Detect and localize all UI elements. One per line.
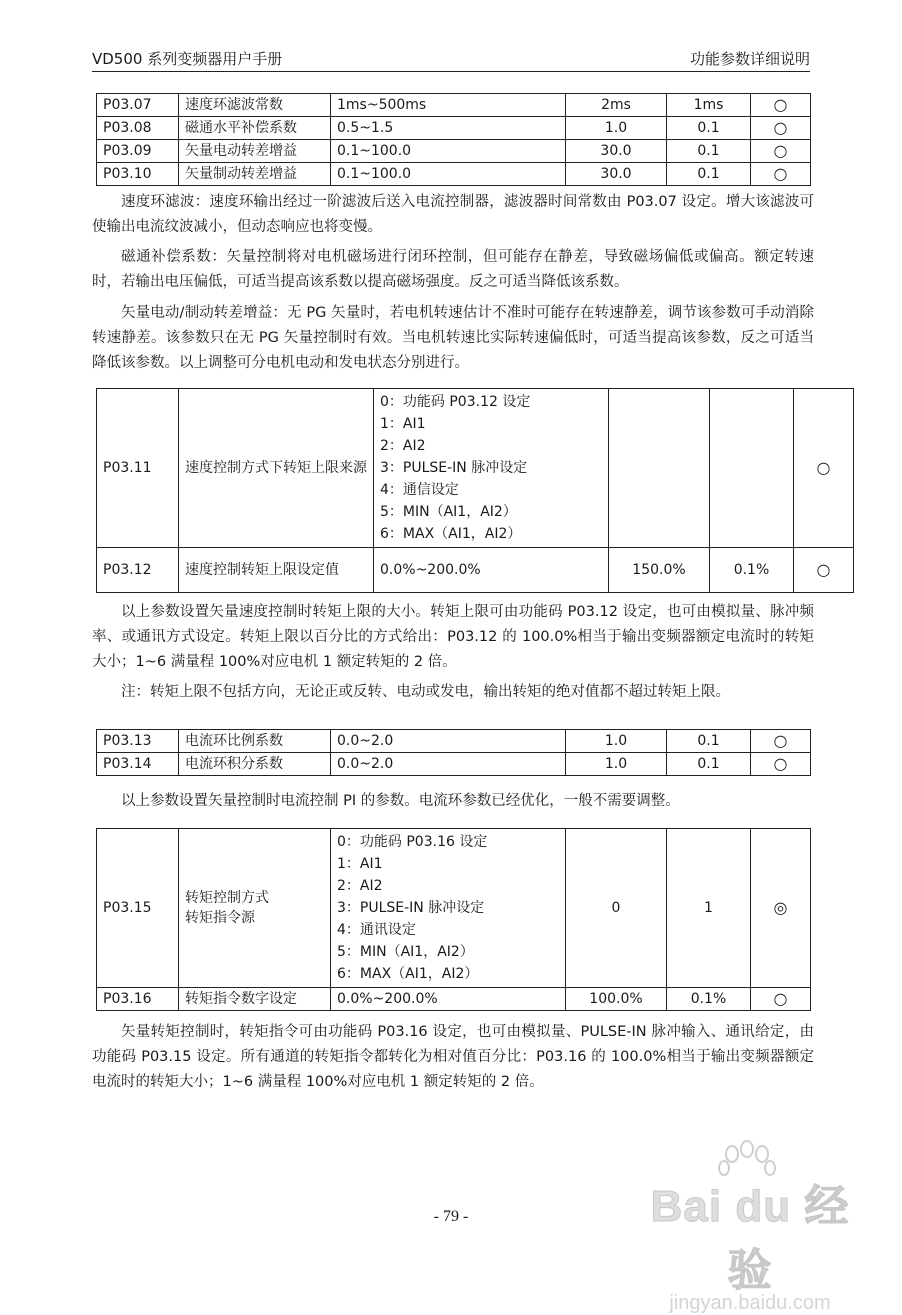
option-item: 4：通讯设定 xyxy=(337,922,416,938)
param-name: 矢量制动转差增益 xyxy=(179,163,331,186)
paragraph-torque-limit-note: 注：转矩上限不包括方向，无论正或反转、电动或发电，输出转矩的绝对值都不超过转矩上限。 xyxy=(121,684,730,700)
param-code: P03.08 xyxy=(97,117,179,140)
param-options xyxy=(374,389,609,548)
option-item: 1：AI1 xyxy=(337,856,383,872)
param-options xyxy=(331,829,566,988)
param-range: 1ms~500ms xyxy=(331,94,566,117)
param-name: 速度控制方式下转矩上限来源 xyxy=(179,389,374,548)
param-default: 0 xyxy=(566,829,667,988)
option-item: 6：MAX（AI1，AI2） xyxy=(337,966,479,982)
param-table-p0315-p0316 xyxy=(96,828,811,1011)
table-row xyxy=(97,753,811,776)
param-change-mark: ○ xyxy=(751,163,811,186)
param-code: P03.09 xyxy=(97,140,179,163)
param-default: 150.0% xyxy=(609,548,710,593)
watermark-url: jingyan.baidu.com xyxy=(669,1292,831,1314)
param-default: 2ms xyxy=(566,94,667,117)
param-name: 电流环比例系数 xyxy=(179,730,331,753)
param-range: 0.0~2.0 xyxy=(331,753,566,776)
param-name-line: 转矩控制方式 xyxy=(185,890,269,906)
param-unit: 0.1 xyxy=(667,730,751,753)
table-row xyxy=(97,988,811,1011)
param-change-mark: ○ xyxy=(751,117,811,140)
table-row xyxy=(97,163,811,186)
param-unit: 1ms xyxy=(667,94,751,117)
param-default xyxy=(609,389,710,548)
option-item: 3：PULSE-IN 脉冲设定 xyxy=(337,900,485,916)
section-title: 功能参数详细说明 xyxy=(689,50,810,68)
param-range: 0.5~1.5 xyxy=(331,117,566,140)
param-code: P03.15 xyxy=(97,829,179,988)
param-unit xyxy=(710,389,794,548)
param-code: P03.11 xyxy=(97,389,179,548)
param-unit: 0.1 xyxy=(667,163,751,186)
table-row xyxy=(97,548,854,593)
param-code: P03.14 xyxy=(97,753,179,776)
param-name: 矢量电动转差增益 xyxy=(179,140,331,163)
table-row xyxy=(97,730,811,753)
param-code: P03.16 xyxy=(97,988,179,1011)
table-row xyxy=(97,389,854,548)
baidu-watermark xyxy=(640,1140,860,1314)
param-unit: 0.1 xyxy=(667,140,751,163)
option-item: 2：AI2 xyxy=(337,878,383,894)
param-unit: 0.1 xyxy=(667,117,751,140)
param-name xyxy=(179,829,331,988)
option-item: 5：MIN（AI1，AI2） xyxy=(380,504,517,520)
param-name: 磁通水平补偿系数 xyxy=(179,117,331,140)
paragraph-current-loop-pi: 以上参数设置矢量控制时电流控制 PI 的参数。电流环参数已经优化，一般不需要调整。 xyxy=(121,793,680,809)
watermark-logo: Bai du 经验 xyxy=(650,1182,850,1295)
paragraph-speed-loop-filter: 速度环滤波：速度环输出经过一阶滤波后送入电流控制器，滤波器时间常数由 P03.07 设定。增大该滤波可使输出电流纹波减小，但动态响应也将变慢。 xyxy=(92,194,814,235)
param-change-mark: ○ xyxy=(751,94,811,117)
param-unit: 0.1% xyxy=(710,548,794,593)
paw-icon xyxy=(712,1140,782,1190)
param-change-mark: ○ xyxy=(751,753,811,776)
page-number: - 79 - xyxy=(433,1208,469,1225)
param-default: 30.0 xyxy=(566,163,667,186)
option-item: 0：功能码 P03.16 设定 xyxy=(337,834,488,850)
option-item: 2：AI2 xyxy=(380,438,426,454)
param-table-p0307-p0310 xyxy=(96,93,811,186)
paragraph-torque-command: 矢量转矩控制时，转矩指令可由功能码 P03.16 设定，也可由模拟量、PULSE-IN 脉冲输入、通讯给定，由功能码 P03.15 设定。所有通道的转矩指令都转化为相对值百分比：P03.16 的 100.0%相当于输出变频器额定电流时的转矩大小；1~6 满量程 100%对应电机 1 额定转矩的 2 倍。 xyxy=(92,1024,814,1090)
param-change-mark: ○ xyxy=(794,548,854,593)
param-name: 电流环积分系数 xyxy=(179,753,331,776)
paragraph-slip-gain: 矢量电动/制动转差增益：无 PG 矢量时，若电机转速估计不准时可能存在转速静差，调节该参数可手动消除转速静差。该参数只在无 PG 矢量控制时有效。当电机转速比实际转速偏低时，可适当提高该参数，反之可适当降低该参数。以上调整可分电机电动和发电状态分别进行。 xyxy=(92,305,814,371)
param-unit: 0.1 xyxy=(667,753,751,776)
param-default: 1.0 xyxy=(566,753,667,776)
param-unit: 1 xyxy=(667,829,751,988)
param-code: P03.13 xyxy=(97,730,179,753)
param-default: 1.0 xyxy=(566,117,667,140)
param-name: 速度控制转矩上限设定值 xyxy=(179,548,374,593)
table-row xyxy=(97,829,811,988)
param-change-mark: ◎ xyxy=(751,829,811,988)
paragraph-flux-compensation: 磁通补偿系数：矢量控制将对电机磁场进行闭环控制，但可能存在静差，导致磁场偏低或偏高。额定转速时，若输出电压偏低，可适当提高该系数以提高磁场强度。反之可适当降低该系数。 xyxy=(92,249,814,290)
param-name: 转矩指令数字设定 xyxy=(179,988,331,1011)
table-row xyxy=(97,117,811,140)
param-change-mark: ○ xyxy=(751,140,811,163)
option-item: 4：通信设定 xyxy=(380,482,459,498)
param-range: 0.1~100.0 xyxy=(331,163,566,186)
param-table-p0311-p0312 xyxy=(96,388,854,593)
param-range: 0.0~2.0 xyxy=(331,730,566,753)
param-code: P03.07 xyxy=(97,94,179,117)
option-item: 0：功能码 P03.12 设定 xyxy=(380,394,531,410)
param-default: 1.0 xyxy=(566,730,667,753)
param-code: P03.12 xyxy=(97,548,179,593)
page-header xyxy=(92,46,810,72)
table-row xyxy=(97,140,811,163)
param-change-mark: ○ xyxy=(751,730,811,753)
param-default: 30.0 xyxy=(566,140,667,163)
param-table-p0313-p0314 xyxy=(96,729,811,776)
paragraph-torque-limit: 以上参数设置矢量速度控制时转矩上限的大小。转矩上限可由功能码 P03.12 设定，也可由模拟量、脉冲频率、或通讯方式设定。转矩上限以百分比的方式给出：P03.12 的 100.0%相当于输出变频器额定电流时的转矩大小；1~6 满量程 100%对应电机 1 额定转矩的 2 倍。 xyxy=(92,604,814,670)
param-range: 0.0%~200.0% xyxy=(374,548,609,593)
param-range: 0.0%~200.0% xyxy=(331,988,566,1011)
param-code: P03.10 xyxy=(97,163,179,186)
param-range: 0.1~100.0 xyxy=(331,140,566,163)
option-item: 1：AI1 xyxy=(380,416,426,432)
table-row xyxy=(97,94,811,117)
option-item: 6：MAX（AI1，AI2） xyxy=(380,526,522,542)
param-change-mark: ○ xyxy=(794,389,854,548)
manual-title: VD500 系列变频器用户手册 xyxy=(92,50,283,68)
option-item: 3：PULSE-IN 脉冲设定 xyxy=(380,460,528,476)
param-name: 速度环滤波常数 xyxy=(179,94,331,117)
param-default: 100.0% xyxy=(566,988,667,1011)
param-name-line: 转矩指令源 xyxy=(185,910,255,926)
option-item: 5：MIN（AI1，AI2） xyxy=(337,944,474,960)
param-unit: 0.1% xyxy=(667,988,751,1011)
param-change-mark: ○ xyxy=(751,988,811,1011)
